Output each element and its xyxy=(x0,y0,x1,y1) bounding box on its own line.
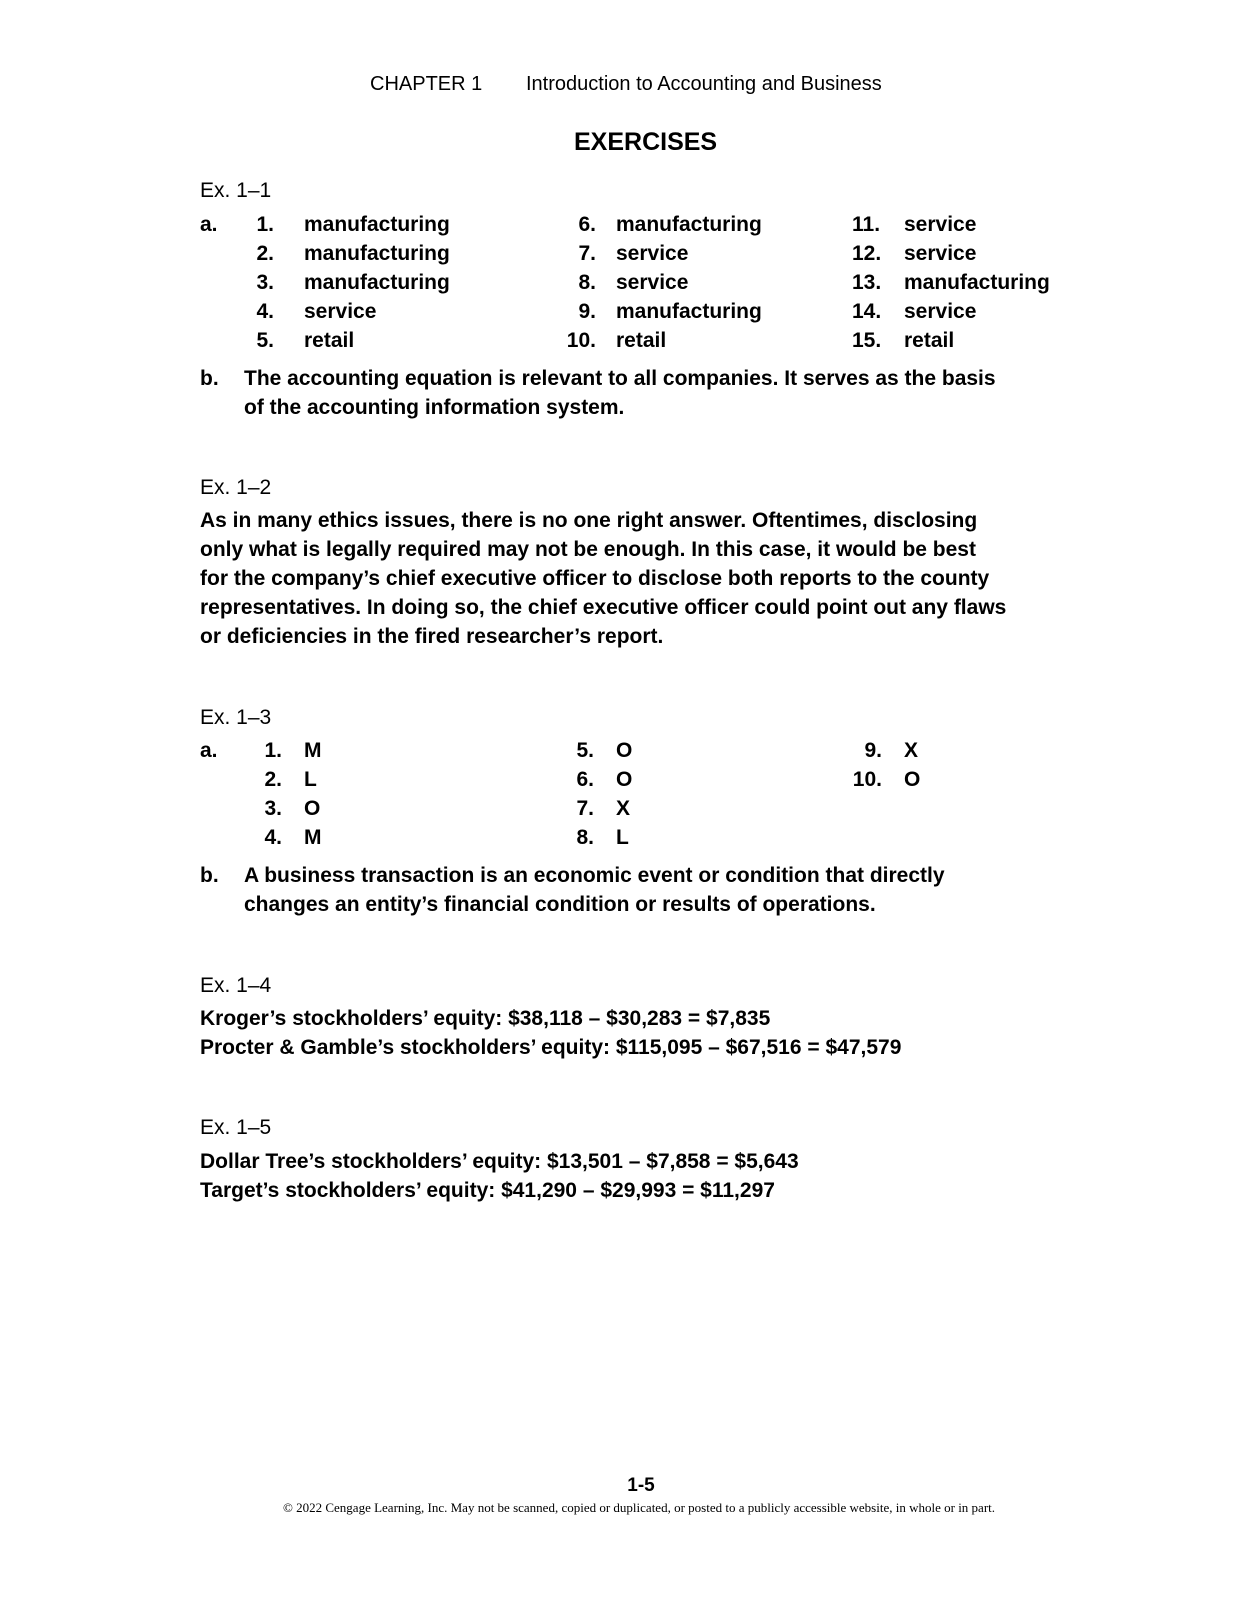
paragraph-line: changes an entity’s financial condition or results of operations. xyxy=(244,893,876,916)
part-b-label: b. xyxy=(200,367,219,390)
item-number: 12. xyxy=(852,242,882,265)
item-answer: manufacturing xyxy=(304,242,450,265)
paragraph-line: or deficiencies in the fired researcher’s report. xyxy=(200,625,664,648)
part-a-label: a. xyxy=(200,213,218,236)
item-number: 2. xyxy=(256,242,274,265)
item-answer: X xyxy=(904,739,919,762)
page-title: EXERCISES xyxy=(574,128,718,156)
exercise-label-3: Ex. 1–3 xyxy=(200,706,272,729)
item-number: 8. xyxy=(576,826,594,849)
item-number: 11. xyxy=(852,213,881,236)
item-answer: manufacturing xyxy=(304,213,450,236)
item-number: 13. xyxy=(852,271,882,294)
item-answer: O xyxy=(904,768,921,791)
exercise-label-1: Ex. 1–1 xyxy=(200,179,272,202)
item-answer: retail xyxy=(616,329,667,352)
item-number: 6. xyxy=(578,213,596,236)
item-answer: service xyxy=(904,300,977,323)
item-answer: O xyxy=(616,739,633,762)
chapter-number: CHAPTER 1 xyxy=(370,73,483,95)
item-answer: service xyxy=(616,242,689,265)
page-number: 1-5 xyxy=(627,1475,655,1496)
part-a-label: a. xyxy=(200,739,218,762)
item-number: 6. xyxy=(576,768,594,791)
item-answer: manufacturing xyxy=(616,213,762,236)
answer-paragraph xyxy=(200,1004,901,1062)
item-number: 9. xyxy=(578,300,596,323)
exercise-label-2: Ex. 1–2 xyxy=(200,476,272,499)
equity-calculation: Dollar Tree’s stockholders’ equity: $13,501 – $7,858 = $5,643 xyxy=(200,1150,799,1173)
exercise-label-4: Ex. 1–4 xyxy=(200,974,272,997)
item-number: 5. xyxy=(576,739,594,762)
paragraph-line: only what is legally required may not be enough. In this case, it would be best xyxy=(200,538,976,561)
answer-paragraph xyxy=(244,364,996,422)
exercise-label-5: Ex. 1–5 xyxy=(200,1116,272,1139)
copyright-notice: © 2022 Cengage Learning, Inc. May not be scanned, copied or duplicated, or posted to a publicly accessible website, in whole or in part. xyxy=(282,1500,996,1515)
item-number: 7. xyxy=(578,242,596,265)
paragraph-line: As in many ethics issues, there is no one right answer. Oftentimes, disclosing xyxy=(200,509,978,532)
item-number: 2. xyxy=(264,768,282,791)
item-number: 4. xyxy=(256,300,274,323)
item-answer: M xyxy=(304,739,322,762)
item-number: 1. xyxy=(264,739,282,762)
item-answer: service xyxy=(616,271,689,294)
item-answer: service xyxy=(904,242,977,265)
answer-paragraph xyxy=(244,861,945,919)
chapter-title: Introduction to Accounting and Business xyxy=(526,73,882,95)
item-number: 15. xyxy=(852,329,882,352)
paragraph-line: of the accounting information system. xyxy=(244,396,625,419)
item-number: 9. xyxy=(864,739,882,762)
item-number: 10. xyxy=(852,768,882,791)
item-number: 3. xyxy=(264,797,282,820)
item-number: 7. xyxy=(576,797,594,820)
item-answer: retail xyxy=(904,329,955,352)
item-number: 8. xyxy=(578,271,596,294)
answer-paragraph xyxy=(200,1147,799,1205)
equity-calculation: Target’s stockholders’ equity: $41,290 – $29,993 = $11,297 xyxy=(200,1179,775,1202)
item-answer: manufacturing xyxy=(304,271,450,294)
paragraph-line: The accounting equation is relevant to all companies. It serves as the basis xyxy=(244,367,996,390)
item-answer: O xyxy=(304,797,321,820)
item-answer: manufacturing xyxy=(616,300,762,323)
item-answer: O xyxy=(616,768,633,791)
equity-calculation: Kroger’s stockholders’ equity: $38,118 – $30,283 = $7,835 xyxy=(200,1007,771,1030)
paragraph-line: representatives. In doing so, the chief executive officer could point out any flaws xyxy=(200,596,1007,619)
equity-calculation: Procter & Gamble’s stockholders’ equity: $115,095 – $67,516 = $47,579 xyxy=(200,1036,902,1059)
item-answer: retail xyxy=(304,329,355,352)
item-answer: L xyxy=(304,768,317,791)
item-answer: M xyxy=(304,826,322,849)
item-number: 4. xyxy=(264,826,282,849)
item-number: 3. xyxy=(256,271,274,294)
item-answer: service xyxy=(904,213,977,236)
item-answer: service xyxy=(304,300,377,323)
item-number: 10. xyxy=(566,329,596,352)
paragraph-line: for the company’s chief executive officer to disclose both reports to the county xyxy=(200,567,990,590)
answer-paragraph xyxy=(200,506,1006,651)
part-b-label: b. xyxy=(200,864,219,887)
item-number: 5. xyxy=(256,329,274,352)
item-number: 1. xyxy=(256,213,274,236)
item-number: 14. xyxy=(852,300,882,323)
item-answer: manufacturing xyxy=(904,271,1050,294)
paragraph-line: A business transaction is an economic event or condition that directly xyxy=(244,864,945,887)
item-answer: X xyxy=(616,797,631,820)
item-answer: L xyxy=(616,826,629,849)
